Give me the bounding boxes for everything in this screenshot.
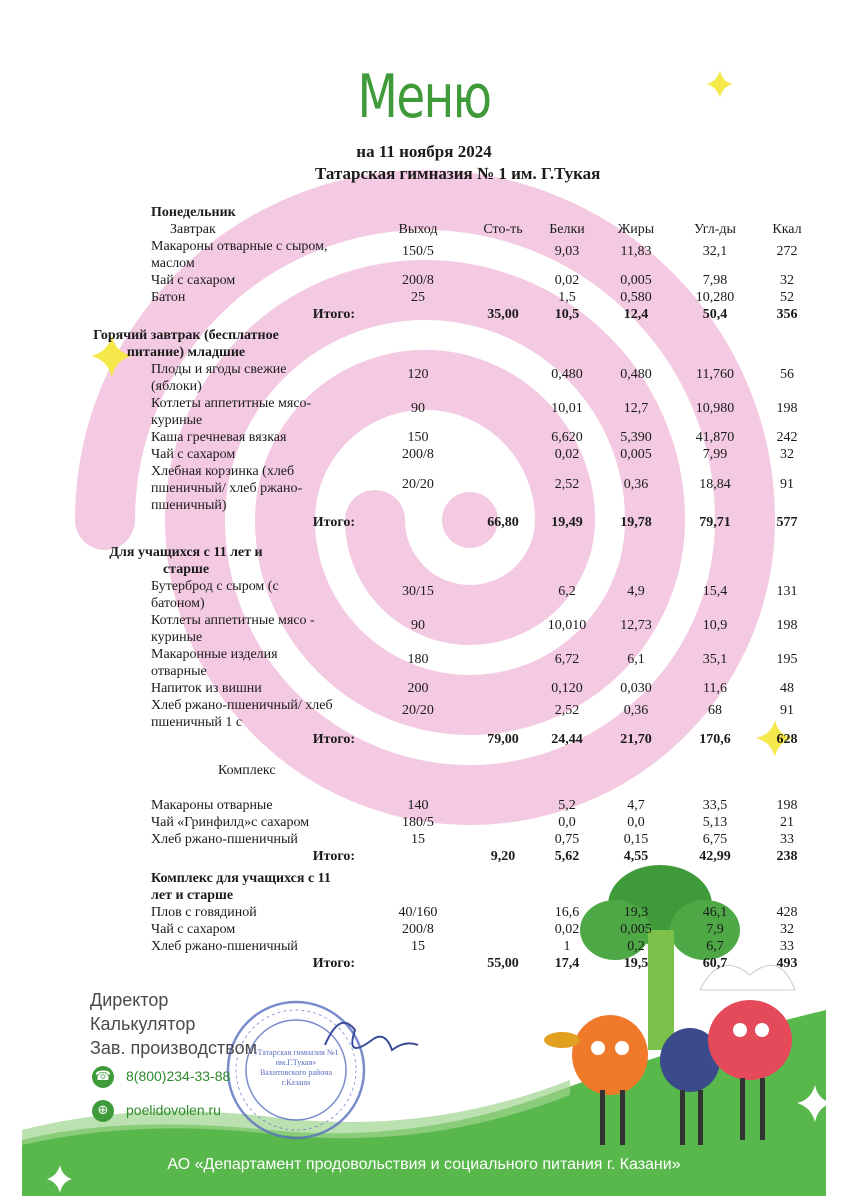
- dish-kcal: 33: [780, 832, 794, 847]
- dish-output: 200: [407, 681, 429, 696]
- dish-output: 150/5: [402, 243, 434, 259]
- total-carbs: 50,4: [702, 307, 728, 322]
- dish-fat: 12,7: [623, 400, 649, 416]
- dish-fat: 0,480: [620, 366, 652, 382]
- day-label: Понедельник: [151, 205, 236, 220]
- dish-output: 200/8: [402, 273, 434, 288]
- dish-carbs: 7,9: [706, 922, 724, 937]
- dish-name: Батон: [151, 290, 186, 305]
- dish-kcal: 52: [780, 290, 794, 305]
- total-label: Итого:: [312, 956, 355, 971]
- dish-kcal: 198: [776, 617, 798, 633]
- total-kcal: 577: [776, 515, 798, 530]
- phone-icon: ☎: [92, 1066, 114, 1088]
- dish-name: (яблоки): [151, 379, 202, 394]
- column-header-kcal: Ккал: [772, 222, 802, 237]
- dish-fat: 0,580: [620, 290, 652, 305]
- dish-output: 180/5: [402, 815, 434, 830]
- total-carbs: 42,99: [699, 849, 731, 864]
- total-protein: 24,44: [551, 732, 583, 747]
- dish-name: Бутерброд с сыром (с: [151, 579, 279, 594]
- dish-carbs: 7,99: [702, 447, 728, 462]
- dish-name: Котлеты аппетитные мясо -: [151, 613, 315, 628]
- dish-carbs: 10,980: [695, 400, 735, 416]
- dish-fat: 0,2: [627, 939, 645, 954]
- stamp-line: им.Г.Тукая»: [275, 1058, 317, 1067]
- total-carbs: 170,6: [699, 732, 731, 747]
- dish-name: батоном): [151, 596, 205, 611]
- section-heading: старше: [162, 562, 210, 577]
- total-label: Итого:: [312, 515, 355, 530]
- dish-name: Чай с сахаром: [151, 273, 236, 288]
- dish-protein: 0,02: [554, 447, 580, 462]
- total-fat: 19,78: [620, 515, 652, 530]
- dish-kcal: 272: [776, 243, 798, 259]
- dish-output: 120: [407, 366, 429, 382]
- calculator-label: Калькулятор: [90, 1014, 196, 1034]
- total-cost: 66,80: [487, 515, 519, 530]
- total-protein: 5,62: [554, 849, 580, 864]
- stamp-line: Вахитовского района: [259, 1068, 333, 1077]
- dish-kcal: 48: [780, 681, 794, 696]
- dish-protein: 0,480: [551, 366, 583, 382]
- dish-name: Макароны отварные с сыром,: [151, 239, 328, 254]
- dish-name: Напиток из вишни: [151, 681, 262, 696]
- dish-fat: 4,9: [627, 583, 645, 599]
- column-header-output: Выход: [398, 222, 438, 237]
- total-kcal: 628: [776, 732, 798, 747]
- dish-carbs: 33,5: [702, 798, 728, 813]
- dish-name: Плов с говядиной: [151, 905, 257, 920]
- dish-carbs: 10,9: [702, 617, 728, 633]
- total-carbs: 79,71: [699, 515, 731, 530]
- dish-protein: 0,02: [554, 273, 580, 288]
- dish-carbs: 11,6: [703, 681, 727, 696]
- total-cost: 9,20: [490, 849, 516, 864]
- total-label: Итого:: [312, 307, 355, 322]
- total-protein: 17,4: [554, 956, 580, 971]
- page-title: Меню: [357, 62, 491, 132]
- dish-name: Каша гречневая вязкая: [151, 430, 287, 445]
- signature: [325, 1023, 418, 1050]
- dish-kcal: 198: [776, 798, 798, 813]
- dish-protein: 6,72: [554, 651, 580, 667]
- dish-kcal: 198: [776, 400, 798, 416]
- dish-protein: 10,01: [551, 400, 583, 416]
- column-header-meal: Завтрак: [170, 222, 216, 237]
- dish-name: Котлеты аппетитные мясо-: [151, 396, 312, 411]
- company-name: АО «Департамент продовольствия и социального питания г. Казани»: [167, 1156, 681, 1173]
- dish-protein: 0,0: [558, 815, 576, 830]
- dish-fat: 11,83: [620, 243, 652, 259]
- dish-name: отварные: [151, 664, 207, 679]
- total-fat: 12,4: [623, 307, 649, 322]
- dish-name: Макароны отварные: [151, 798, 273, 813]
- dish-carbs: 10,280: [695, 290, 735, 305]
- dish-name: Хлеб ржано-пшеничный: [151, 939, 298, 954]
- dish-name: Чай с сахаром: [151, 922, 236, 937]
- dish-kcal: 91: [780, 702, 794, 718]
- dish-output: 90: [411, 400, 425, 416]
- dish-name: Хлебная корзинка (хлеб: [151, 464, 295, 479]
- dish-fat: 6,1: [627, 651, 645, 667]
- dish-fat: 19,3: [623, 905, 649, 920]
- dish-carbs: 46,1: [702, 905, 728, 920]
- dish-protein: 5,2: [558, 798, 576, 813]
- dish-protein: 1,5: [558, 290, 576, 305]
- dish-carbs: 68: [708, 702, 722, 718]
- dish-name: пшеничный): [151, 498, 227, 513]
- manager-label: Зав. производством: [90, 1038, 257, 1058]
- dish-name: Плоды и ягоды свежие: [151, 362, 287, 377]
- total-kcal: 356: [776, 307, 798, 322]
- dish-fat: 5,390: [620, 430, 652, 445]
- dish-protein: 0,02: [554, 922, 580, 937]
- dish-name: Хлеб ржано-пшеничный/ хлеб: [151, 698, 333, 713]
- section-heading: питание) младшие: [126, 345, 246, 360]
- dish-output: 140: [407, 798, 429, 813]
- dish-fat: 0,0: [627, 815, 645, 830]
- dish-protein: 2,52: [554, 477, 580, 492]
- dish-carbs: 5,13: [702, 815, 728, 830]
- column-header-cost: Сто-ть: [483, 222, 523, 237]
- dish-protein: 9,03: [554, 243, 580, 259]
- dish-output: 90: [411, 617, 425, 633]
- dish-carbs: 35,1: [702, 651, 728, 667]
- dish-name: Макаронные изделия: [151, 647, 278, 662]
- dish-carbs: 18,84: [699, 477, 731, 492]
- dish-output: 20/20: [402, 477, 434, 492]
- total-fat: 4,55: [623, 849, 649, 864]
- dish-output: 30/15: [402, 583, 434, 599]
- column-header-protein: Белки: [549, 222, 585, 237]
- dish-name: пшеничный/ хлеб ржано-: [151, 481, 303, 496]
- dish-name: куриные: [151, 413, 203, 428]
- dish-kcal: 428: [776, 905, 798, 920]
- dish-kcal: 32: [780, 922, 794, 937]
- dish-output: 180: [407, 651, 429, 667]
- dish-fat: 0,005: [620, 273, 652, 288]
- dish-name: маслом: [151, 256, 195, 271]
- dish-output: 200/8: [402, 447, 434, 462]
- menu-date: на 11 ноября 2024: [356, 142, 492, 161]
- dish-output: 40/160: [398, 905, 438, 920]
- dish-carbs: 32,1: [702, 243, 728, 259]
- dish-fat: 12,73: [620, 617, 652, 633]
- dish-fat: 0,005: [620, 922, 652, 937]
- dish-kcal: 32: [780, 447, 794, 462]
- total-kcal: 238: [776, 849, 798, 864]
- dish-name: пшеничный 1 с: [151, 715, 243, 730]
- dish-fat: 0,030: [620, 681, 652, 696]
- section-heading: лет и старше: [151, 888, 234, 903]
- dish-kcal: 56: [780, 366, 794, 382]
- dish-protein: 10,010: [547, 617, 587, 633]
- section-heading: Горячий завтрак (бесплатное: [93, 328, 279, 343]
- dish-protein: 0,75: [554, 832, 580, 847]
- dish-name: куриные: [151, 630, 203, 645]
- dish-kcal: 195: [776, 651, 798, 667]
- section-heading: Для учащихся с 11 лет и: [109, 545, 263, 560]
- dish-protein: 6,2: [558, 583, 576, 599]
- dish-carbs: 7,98: [702, 273, 728, 288]
- dish-kcal: 91: [780, 477, 794, 492]
- section-heading: Комплекс для учащихся с 11: [151, 871, 331, 886]
- dish-output: 25: [411, 290, 425, 305]
- dish-kcal: 21: [780, 815, 794, 830]
- total-protein: 10,5: [554, 307, 580, 322]
- total-cost: 55,00: [487, 956, 519, 971]
- dish-output: 15: [411, 939, 425, 954]
- total-kcal: 493: [776, 956, 798, 971]
- dish-fat: 0,005: [620, 447, 652, 462]
- dish-name: Чай «Гринфилд»с сахаром: [151, 815, 310, 830]
- total-cost: 35,00: [487, 307, 519, 322]
- dish-kcal: 33: [780, 939, 794, 954]
- dish-name: Чай с сахаром: [151, 447, 236, 462]
- dish-output: 15: [411, 832, 425, 847]
- dish-output: 150: [407, 430, 429, 445]
- dish-carbs: 6,7: [706, 939, 724, 954]
- dish-protein: 2,52: [554, 702, 580, 718]
- column-header-carbs: Угл-ды: [694, 222, 736, 237]
- dish-fat: 4,7: [627, 798, 645, 813]
- stamp-line: «Татарская гимназия №1: [253, 1048, 339, 1057]
- dish-protein: 6,620: [551, 430, 583, 445]
- dish-protein: 16,6: [554, 905, 580, 920]
- website-link[interactable]: poelidovolen.ru: [126, 1102, 221, 1118]
- dish-fat: 0,15: [623, 832, 649, 847]
- dish-carbs: 11,760: [696, 366, 734, 382]
- globe-icon: ⊕: [92, 1100, 114, 1122]
- dish-output: 200/8: [402, 922, 434, 937]
- dish-name: Хлеб ржано-пшеничный: [151, 832, 298, 847]
- dish-kcal: 242: [776, 430, 798, 445]
- stamp-text: [246, 1048, 346, 1088]
- dish-carbs: 15,4: [702, 583, 728, 599]
- dish-fat: 0,36: [623, 477, 649, 492]
- total-protein: 19,49: [551, 515, 583, 530]
- dish-protein: 1: [563, 939, 571, 954]
- dish-carbs: 41,870: [695, 430, 735, 445]
- column-header-fat: Жиры: [617, 222, 655, 237]
- section-heading: Комплекс: [218, 763, 276, 778]
- total-cost: 79,00: [487, 732, 519, 747]
- school-name: Татарская гимназия № 1 им. Г.Тукая: [315, 164, 601, 183]
- total-fat: 21,70: [620, 732, 652, 747]
- stamp-line: г.Казани: [281, 1078, 311, 1087]
- dish-output: 20/20: [402, 702, 434, 718]
- dish-carbs: 6,75: [702, 832, 728, 847]
- dish-kcal: 131: [776, 583, 798, 599]
- director-label: Директор: [90, 990, 169, 1010]
- total-carbs: 60,7: [702, 956, 728, 971]
- dish-protein: 0,120: [551, 681, 583, 696]
- total-label: Итого:: [312, 849, 355, 864]
- total-label: Итого:: [312, 732, 355, 747]
- phone-number: 8(800)234-33-88: [126, 1068, 231, 1084]
- total-fat: 19,5: [623, 956, 649, 971]
- dish-kcal: 32: [780, 273, 794, 288]
- dish-fat: 0,36: [623, 702, 649, 718]
